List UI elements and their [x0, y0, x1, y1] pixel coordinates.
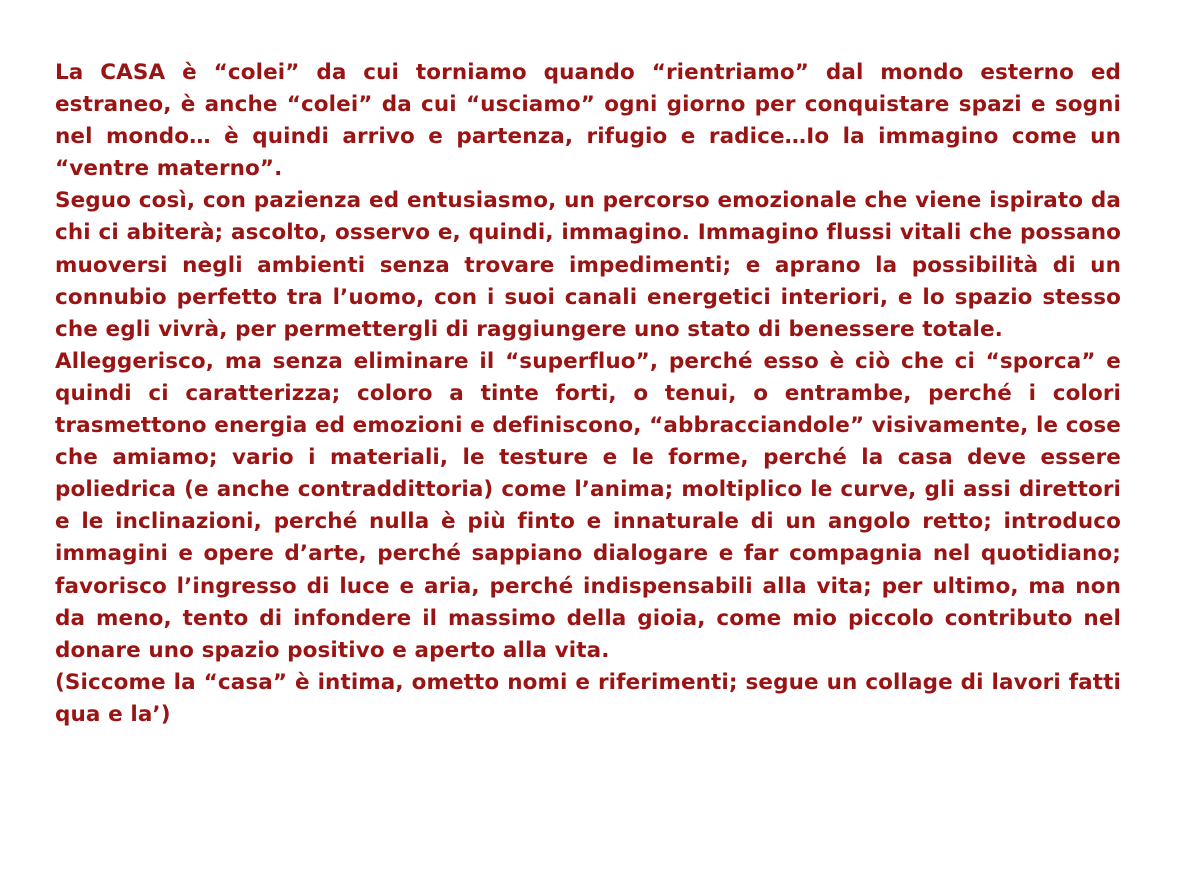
paragraph-note: (Siccome la “casa” è intima, ometto nomi e riferimenti; segue un collage di lavori fatti qua e la’) [55, 669, 1121, 727]
paragraph-approach: Alleggerisco, ma senza eliminare il “superfluo”, perché esso è ciò che ci “sporca” e quindi ci caratterizza; coloro a tinte forti, o tenui, o entrambe, perché i colori trasmettono energia ed emozioni e definiscono, “abbracciandole” visivamente, le cose che amiamo; vario i materiali, le testure e le forme, perché la casa deve essere poliedrica (e anche contraddittoria) come l’anima; moltiplico le curve, gli assi direttori e le inclinazioni, perché nulla è più finto e innaturale di un angolo retto; introduco immagini e opere d’arte, perché sappiano dialogare e far compagnia nel quotidiano; favorisco l’ingresso di luce e aria, perché indispensabili alla vita; per ultimo, ma non da meno, tento di infondere il massimo della gioia, come mio piccolo contributo nel donare uno spazio positivo e aperto alla vita. [55, 348, 1121, 663]
document-body [55, 57, 1121, 731]
paragraph-intro: La CASA è “colei” da cui torniamo quando “rientriamo” dal mondo esterno ed estraneo, è anche “colei” da cui “usciamo” ogni giorno per conquistare spazi e sogni nel mondo… è quindi arrivo e partenza, rifugio e radice…Io la immagino come un “ventre materno”. [55, 60, 1121, 182]
paragraph-process: Seguo così, con pazienza ed entusiasmo, un percorso emozionale che viene ispirato da chi ci abiterà; ascolto, osservo e, quindi, immagino. Immagino flussi vitali che possano muoversi negli ambienti senza trovare impedimenti; e aprano la possibilità di un connubio perfetto tra l’uomo, con i suoi canali energetici interiori, e lo spazio stesso che egli vivrà, per permettergli di raggiungere uno stato di benessere totale. [55, 188, 1121, 342]
